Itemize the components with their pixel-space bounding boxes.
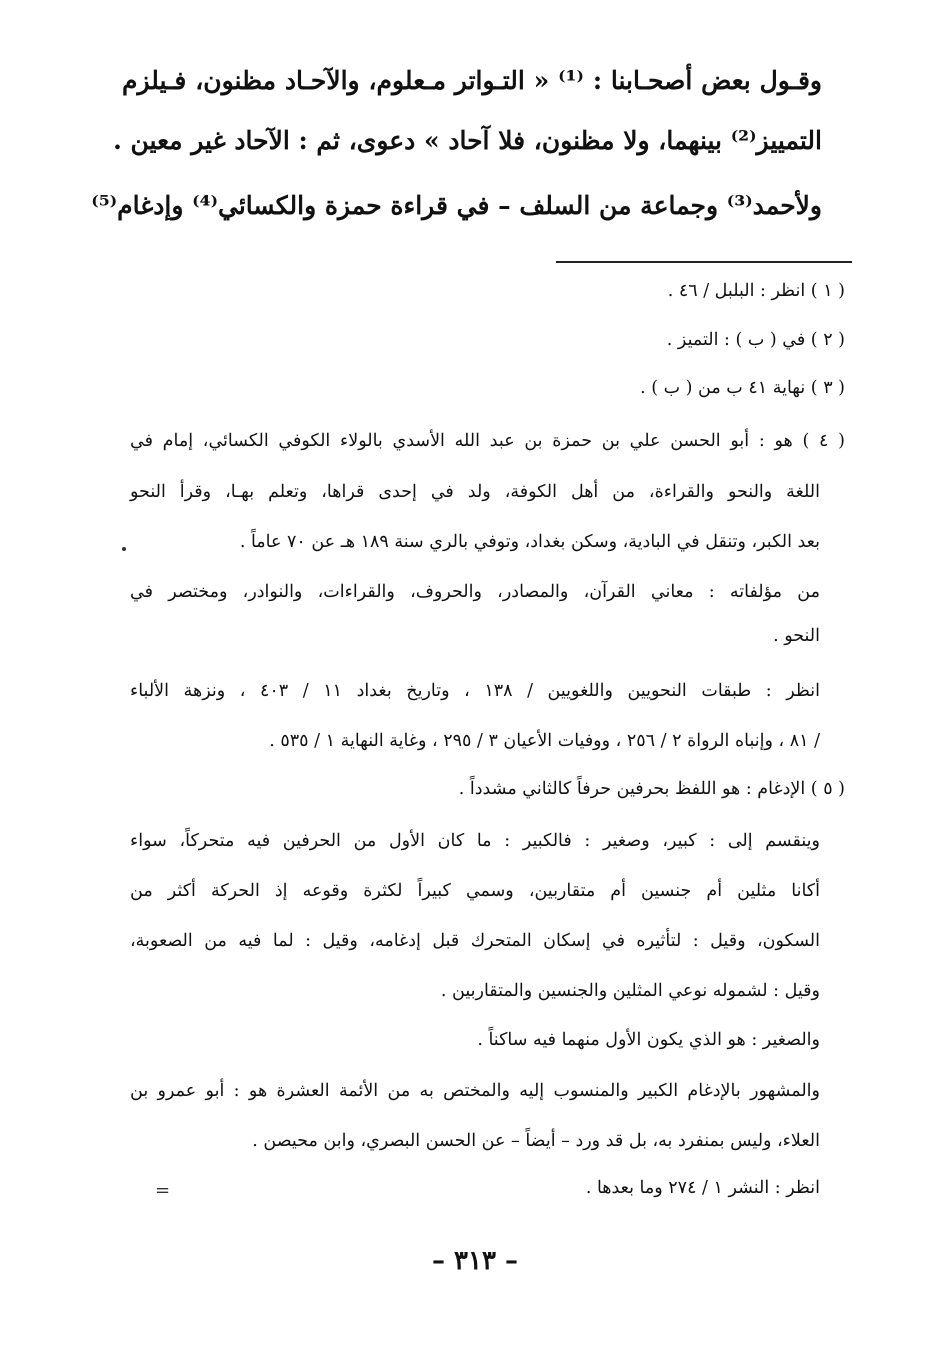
footnote-5-line-7: والمشهور بالإدغام الكبير والمنسوب إليه والمختص به من الأئمة العشرة هو : أبو عمرو بن — [130, 1081, 820, 1101]
footnote-5-line-9: انظر : النشر ١ / ٢٧٤ وما بعدها . — [585, 1178, 820, 1198]
main-text-line-1: وقـول بعض أصحـابنا : ⁽¹⁾ « التـواتر مـعلوم، والآحـاد مظنون، فـيلزم — [122, 66, 822, 95]
footnote-5-line-6: والصغير : هو الذي يكون الأول منهما فيه ساكناً . — [477, 1030, 820, 1050]
footnote-2: ( ٢ ) في ( ب ) : التميز . — [666, 330, 845, 350]
footnote-4-line-3: بعد الكبر، وتنقل في البادية، وسكن بغداد، وتوفي بالري سنة ١٨٩ هـ عن ٧٠ عاماً . — [239, 532, 820, 552]
footnote-4-line-5: النحو . — [773, 626, 820, 646]
footnote-4-line-2: اللغة والنحو والقراءة، من أهل الكوفة، ولد في إحدى قراها، وتعلم بهـا، وقرأ النحو — [130, 482, 820, 502]
footnote-5-line-4: السكون، وقيل : لتأثيره في إسكان المتحرك قبل إدغامه، وقيل : لما فيه من الصعوبة، — [130, 931, 820, 951]
main-text-line-3: ولأحمد⁽³⁾ وجماعة من السلف – في قراءة حمزة والكسائي⁽⁴⁾ وإدغام⁽⁵⁾ — [91, 191, 822, 220]
footnote-4-line-6: انظر : طبقات النحويين واللغويين / ١٣٨ ، وتاريخ بغداد ١١ / ٤٠٣ ، ونزهة الألباء — [130, 681, 820, 701]
continuation-mark: = — [155, 1180, 171, 1201]
footnote-5-line-2: وينقسم إلى : كبير، وصغير : فالكبير : ما كان الأول من الحرفين فيه متحركاً، سواء — [130, 831, 820, 851]
footnote-5-line-8: العلاء، وليس بمنفرد به، بل قد ورد – أيضاً – عن الحسن البصري، وابن محيصن . — [252, 1131, 820, 1151]
footnote-5-line-3: أكانا مثلين أم جنسين أم متقاربين، وسمي كبيراً لكثرة وقوعه إذ الحركة أكثر من — [130, 881, 820, 901]
footnote-5-line-5: وقيل : لشموله نوعي المثلين والجنسين والمتقاربين . — [440, 981, 820, 1001]
page-number: – ٣١٣ – — [431, 1246, 519, 1276]
footnote-5-line-1: ( ٥ ) الإدغام : هو اللفظ بحرفين حرفاً كالثاني مشدداً . — [458, 779, 845, 799]
footnote-3: ( ٣ ) نهاية ٤١ ب من ( ب ) . — [640, 378, 845, 398]
stray-dot-mark — [122, 547, 126, 551]
footnote-1: ( ١ ) انظر : البلبل / ٤٦ . — [667, 281, 845, 301]
footnote-4-line-4: من مؤلفاته : معاني القرآن، والمصادر، والحروف، والقراءات، والنوادر، ومختصر في — [130, 582, 820, 602]
main-text-line-2: التمييز⁽²⁾ بينهما، ولا مظنون، فلا آحاد » دعوى، ثم : الآحاد غير معين . — [113, 126, 822, 155]
footnote-4-line-7: / ٨١ ، وإنباه الرواة ٢ / ٢٥٦ ، ووفيات الأعيان ٣ / ٢٩٥ ، وغاية النهاية ١ / ٥٣٥ . — [269, 731, 820, 751]
footnote-4-line-1: ( ٤ ) هو : أبو الحسن علي بن حمزة بن عبد الله الأسدي بالولاء الكوفي الكسائي، إمام في — [130, 431, 845, 451]
footnote-separator-rule — [556, 261, 852, 263]
